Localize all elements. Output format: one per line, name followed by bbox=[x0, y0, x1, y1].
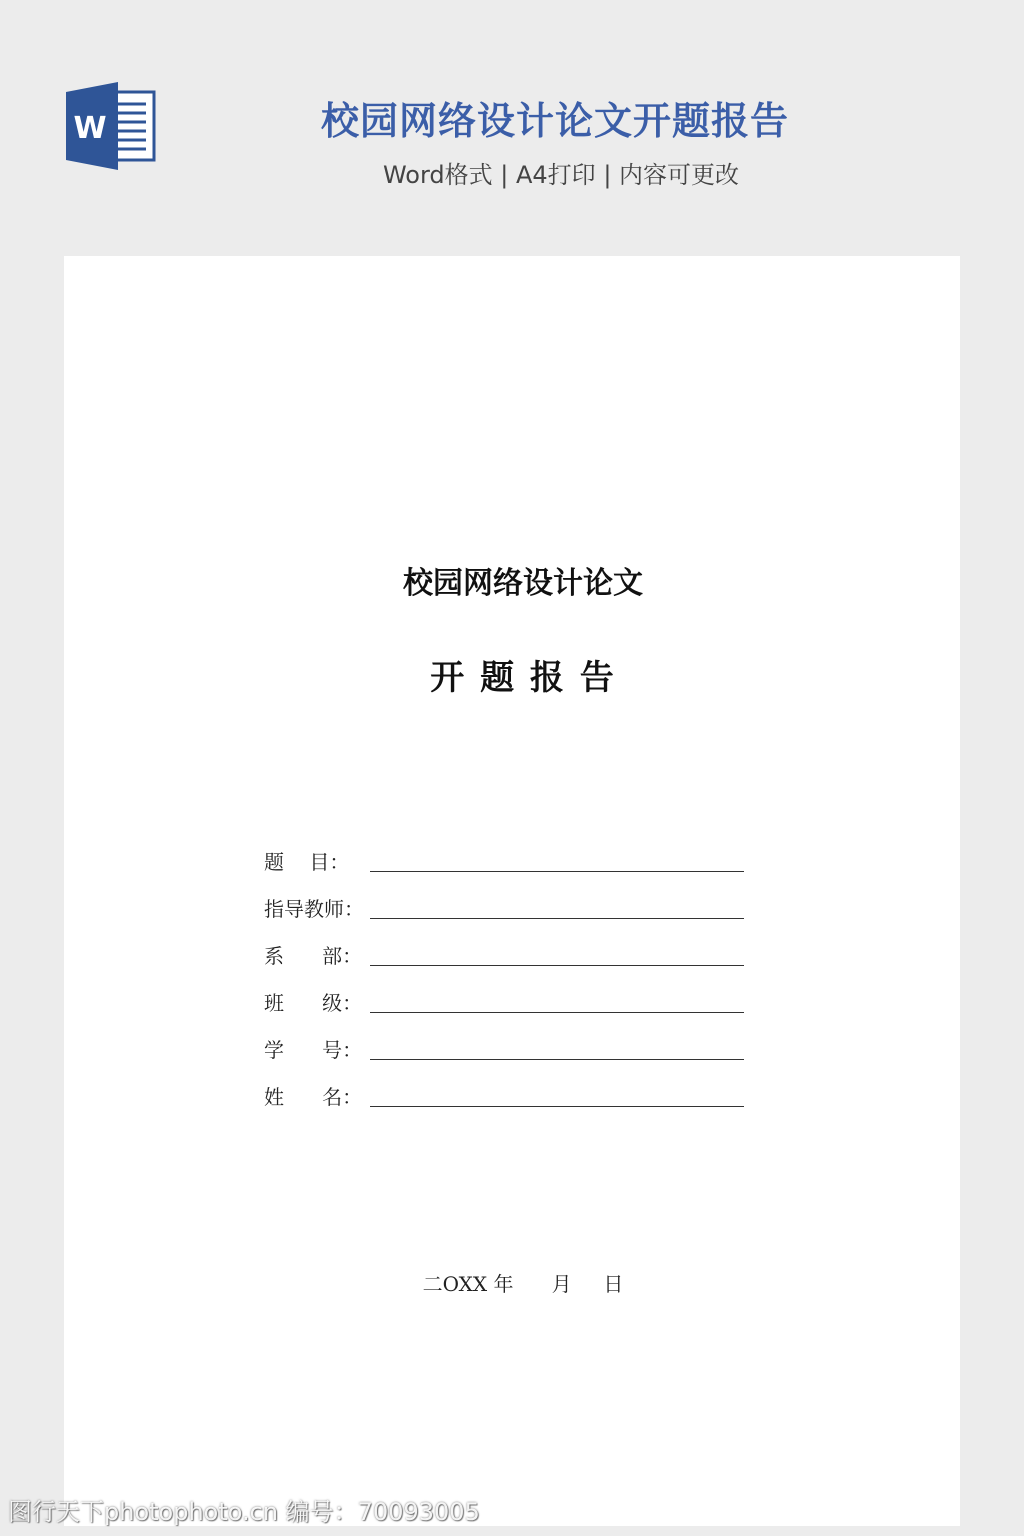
field-underline[interactable] bbox=[370, 871, 744, 872]
field-label: 学 号： bbox=[264, 1038, 363, 1062]
field-row-topic bbox=[264, 846, 744, 876]
watermark: 图行天下photophoto.cn 编号：70093005 bbox=[8, 1498, 480, 1526]
word-logo-letter: W bbox=[73, 111, 107, 146]
field-underline[interactable] bbox=[370, 918, 744, 919]
field-underline[interactable] bbox=[370, 1012, 744, 1013]
document-page bbox=[64, 256, 960, 1526]
field-label: 指导教师： bbox=[264, 897, 364, 921]
document-subtitle: 开 题 报 告 bbox=[430, 658, 616, 698]
field-underline[interactable] bbox=[370, 965, 744, 966]
field-underline[interactable] bbox=[370, 1059, 744, 1060]
field-underline[interactable] bbox=[370, 1106, 744, 1107]
field-label: 题 目： bbox=[264, 850, 350, 874]
date-line: 二OXX 年 月 日 bbox=[422, 1272, 624, 1296]
page-title: 校园网络设计论文开题报告 bbox=[320, 99, 789, 143]
field-row-student-id bbox=[264, 1034, 744, 1064]
field-label: 系 部： bbox=[264, 944, 363, 968]
field-row-class bbox=[264, 987, 744, 1017]
page-subtitle: Word格式 | A4打印 | 内容可更改 bbox=[382, 161, 740, 189]
field-label: 姓 名： bbox=[264, 1085, 363, 1109]
field-row-advisor bbox=[264, 893, 744, 923]
field-label: 班 级： bbox=[264, 991, 363, 1015]
field-row-name bbox=[264, 1081, 744, 1111]
document-title: 校园网络设计论文 bbox=[403, 566, 643, 601]
field-row-department bbox=[264, 940, 744, 970]
